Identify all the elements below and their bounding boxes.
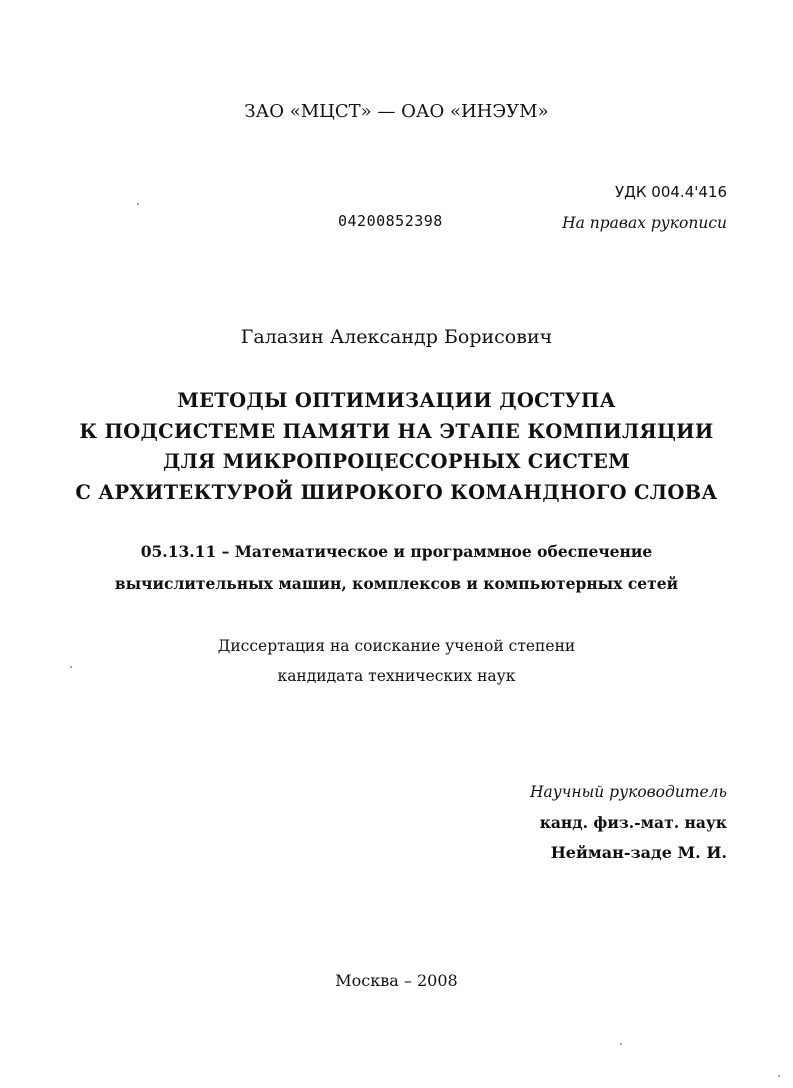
dissertation-line: Диссертация на соискание ученой степени	[217, 637, 576, 655]
place-year: Москва – 2008	[335, 971, 458, 990]
scan-speck	[620, 1043, 622, 1045]
author-name: Галазин Александр Борисович	[240, 326, 553, 348]
organization-header: ЗАО «МЦСТ» — ОАО «ИНЭУМ»	[244, 101, 549, 122]
specialty-line: вычислительных машин, комплексов и компьютерных сетей	[114, 574, 679, 593]
title-line: К ПОДСИСТЕМЕ ПАМЯТИ НА ЭТАПЕ КОМПИЛЯЦИИ	[79, 420, 714, 443]
rights-note: На правах рукописи	[562, 214, 727, 232]
scan-speck	[778, 1075, 780, 1077]
scan-speck	[70, 666, 72, 668]
title-line: МЕТОДЫ ОПТИМИЗАЦИИ ДОСТУПА	[177, 389, 616, 412]
title-line: С АРХИТЕКТУРОЙ ШИРОКОГО КОМАНДНОГО СЛОВА	[75, 481, 718, 504]
dissertation-line: кандидата технических наук	[277, 667, 516, 685]
advisor-label: Научный руководитель	[530, 783, 727, 801]
specialty-line: 05.13.11 – Математическое и программное обеспечение	[140, 542, 653, 561]
scan-speck	[137, 203, 139, 205]
udk-code: УДК 004.4'416	[615, 183, 727, 201]
registration-code: 04200852398	[338, 212, 443, 230]
advisor-name: Нейман-заде М. И.	[550, 843, 727, 862]
advisor-degree: канд. физ.-мат. наук	[539, 813, 727, 832]
title-line: ДЛЯ МИКРОПРОЦЕССОРНЫХ СИСТЕМ	[162, 450, 631, 473]
